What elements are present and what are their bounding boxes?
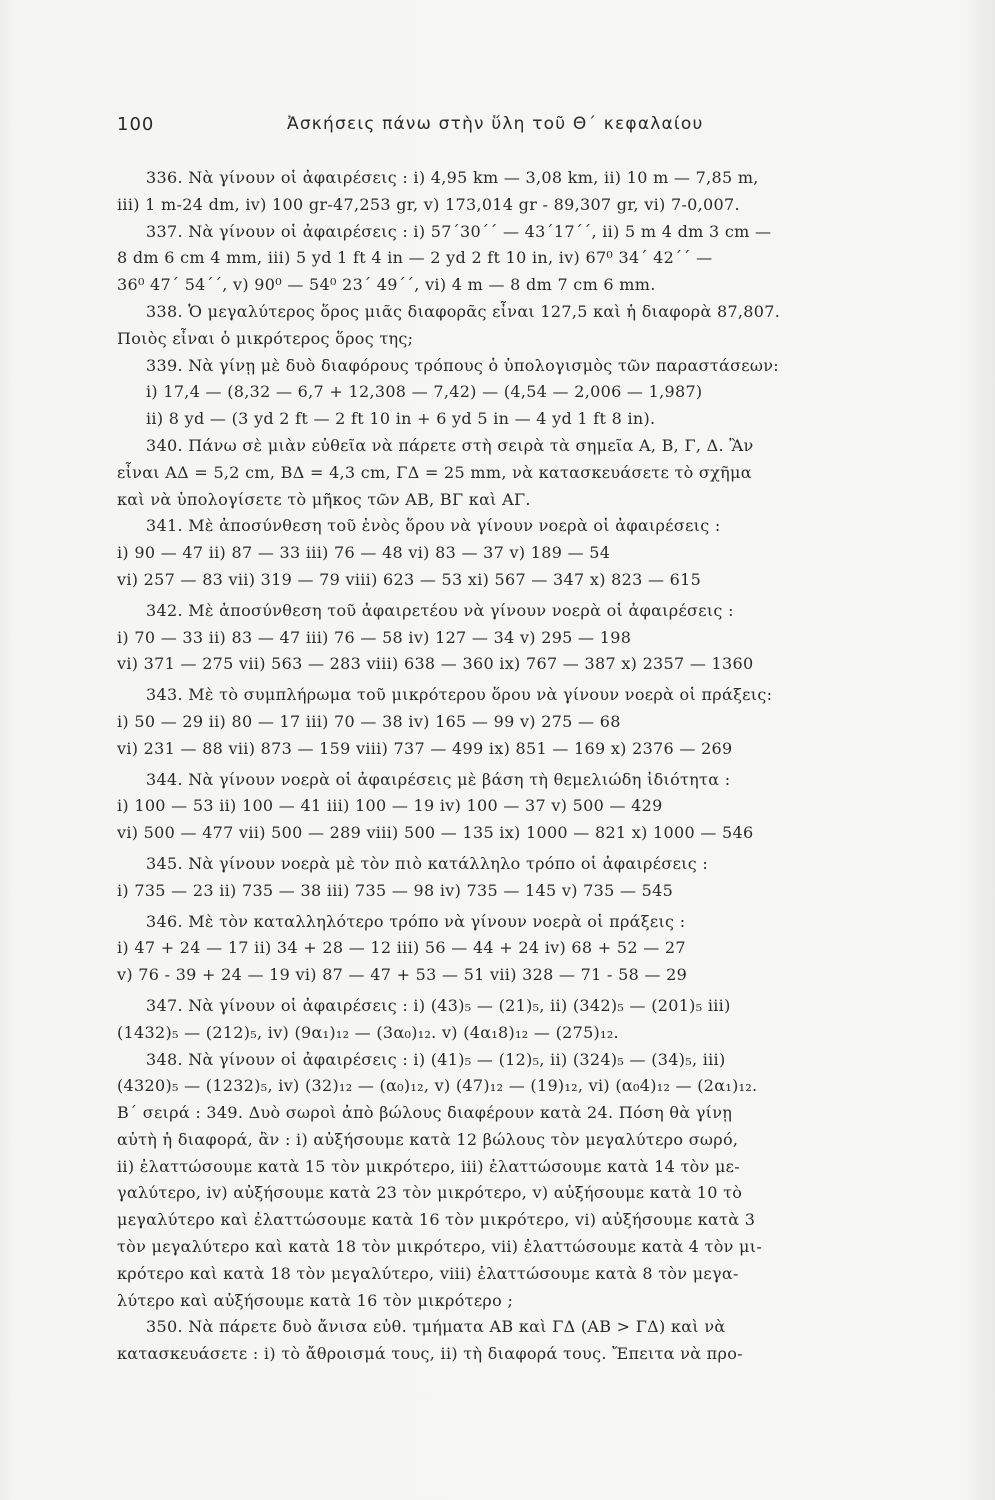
text-line: i) 90 — 47 ii) 87 — 33 iii) 76 — 48 vi) 83 — 37 v) 189 — 54 xyxy=(117,543,611,563)
text-line: i) 70 — 33 ii) 83 — 47 iii) 76 — 58 iv) 127 — 34 v) 295 — 198 xyxy=(117,627,632,647)
text-line: 341. Μὲ ἀποσύνθεση τοῦ ἑνὸς ὅρου νὰ γίνουν νοερὰ οἱ ἀφαιρέσεις : xyxy=(146,516,721,536)
text-line: 342. Μὲ ἀποσύνθεση τοῦ ἀφαιρετέου νὰ γίνουν νοερὰ οἱ ἀφαιρέσεις : xyxy=(146,600,734,620)
exercise-text xyxy=(117,165,889,1368)
text-line: γαλύτερο, iv) αὐξήσουμε κατὰ 23 τὸν μικρότερο, v) αὐξήσουμε κατὰ 10 τὸ xyxy=(117,1183,743,1203)
text-line: iii) 1 m-24 dm, iv) 100 gr-47,253 gr, v) 173,014 gr - 89,307 gr, vi) 7-0,007. xyxy=(117,194,740,214)
text-line: ii) ἐλαττώσουμε κατὰ 15 τὸν μικρότερο, iii) ἐλαττώσουμε κατὰ 14 τὸν με- xyxy=(117,1156,740,1176)
text-line: Β΄ σειρά : 349. Δυὸ σωροὶ ἀπὸ βώλους διαφέρουν κατὰ 24. Πόση θὰ γίνῃ xyxy=(117,1103,733,1123)
text-line: καὶ νὰ ὑπολογίσετε τὸ μῆκος τῶν ΑΒ, ΒΓ καὶ ΑΓ. xyxy=(117,489,531,509)
text-line: 340. Πάνω σὲ μιὰν εὐθεῖα νὰ πάρετε στὴ σειρὰ τὰ σημεῖα Α, Β, Γ, Δ. Ἂν xyxy=(146,435,754,455)
text-line: 338. Ὁ μεγαλύτερος ὅρος μιᾶς διαφορᾶς εἶναι 127,5 καὶ ἡ διαφορὰ 87,807. xyxy=(146,301,781,321)
text-line: 347. Νὰ γίνουν οἱ ἀφαιρέσεις : i) (43)₅ — (21)₅, ii) (342)₅ — (201)₅ iii) xyxy=(146,995,731,1015)
text-line: Ποιὸς εἶναι ὁ μικρότερος ὅρος της; xyxy=(117,328,414,348)
text-line: ii) 8 yd — (3 yd 2 ft — 2 ft 10 in + 6 yd 5 in — 4 yd 1 ft 8 in). xyxy=(146,409,656,429)
text-line: εἶναι ΑΔ = 5,2 cm, ΒΔ = 4,3 cm, ΓΔ = 25 mm, νὰ κατασκευάσετε τὸ σχῆμα xyxy=(117,462,752,482)
text-line: i) 17,4 — (8,32 — 6,7 + 12,308 — 7,42) — (4,54 — 2,006 — 1,987) xyxy=(146,382,703,402)
page-header xyxy=(117,114,889,144)
text-line: 337. Νὰ γίνουν οἱ ἀφαιρέσεις : i) 57΄30΄΄ — 43΄17΄΄, ii) 5 m 4 dm 3 cm — xyxy=(146,221,772,241)
text-line: i) 100 — 53 ii) 100 — 41 iii) 100 — 19 iv) 100 — 37 v) 500 — 429 xyxy=(117,796,663,816)
text-line: μεγαλύτερο καὶ ἐλαττώσουμε κατὰ 16 τὸν μικρότερο, vi) αὐξήσουμε κατὰ 3 xyxy=(117,1210,756,1230)
running-title: Ἀσκήσεις πάνω στὴν ὕλη τοῦ Θ΄ κεφαλαίου xyxy=(287,114,704,134)
text-line: i) 47 + 24 — 17 ii) 34 + 28 — 12 iii) 56 — 44 + 24 iv) 68 + 52 — 27 xyxy=(117,938,686,958)
text-line: vi) 500 — 477 vii) 500 — 289 viii) 500 — 135 ix) 1000 — 821 x) 1000 — 546 xyxy=(117,823,754,843)
text-line: κρότερο καὶ κατὰ 18 τὸν μεγαλύτερο, viii) ἐλαττώσουμε κατὰ 8 τὸν μεγα- xyxy=(117,1263,739,1283)
text-line: 336. Νὰ γίνουν οἱ ἀφαιρέσεις : i) 4,95 km — 3,08 km, ii) 10 m — 7,85 m, xyxy=(146,168,759,187)
text-line: (1432)₅ — (212)₅, iv) (9α₁)₁₂ — (3α₀)₁₂. v) (4α₁8)₁₂ — (275)₁₂. xyxy=(117,1022,619,1042)
text-line: vi) 371 — 275 vii) 563 — 283 viii) 638 — 360 ix) 767 — 387 x) 2357 — 1360 xyxy=(117,654,754,674)
text-line: i) 50 — 29 ii) 80 — 17 iii) 70 — 38 iv) 165 — 99 v) 275 — 68 xyxy=(117,711,621,731)
text-line: 8 dm 6 cm 4 mm, iii) 5 yd 1 ft 4 in — 2 yd 2 ft 10 in, iv) 67⁰ 34΄ 42΄΄ — xyxy=(117,248,713,268)
text-line: 36⁰ 47΄ 54΄΄, v) 90⁰ — 54⁰ 23΄ 49΄΄, vi) 4 m — 8 dm 7 cm 6 mm. xyxy=(117,275,656,295)
text-line: v) 76 - 39 + 24 — 19 vi) 87 — 47 + 53 — 51 vii) 328 — 71 - 58 — 29 xyxy=(117,965,688,985)
text-line: i) 735 — 23 ii) 735 — 38 iii) 735 — 98 iv) 735 — 145 v) 735 — 545 xyxy=(117,880,674,900)
text-line: 345. Νὰ γίνουν νοερὰ μὲ τὸν πιὸ κατάλληλο τρόπο οἱ ἀφαιρέσεις : xyxy=(146,853,709,873)
text-line: 348. Νὰ γίνουν οἱ ἀφαιρέσεις : i) (41)₅ — (12)₅, ii) (324)₅ — (34)₅, iii) xyxy=(146,1049,726,1069)
text-line: vi) 257 — 83 vii) 319 — 79 viii) 623 — 53 xi) 567 — 347 x) 823 — 615 xyxy=(117,569,702,589)
page-number: 100 xyxy=(117,114,155,135)
text-line: 343. Μὲ τὸ συμπλήρωμα τοῦ μικρότερου ὅρου νὰ γίνουν νοερὰ οἱ πράξεις: xyxy=(146,685,773,705)
text-line: vi) 231 — 88 vii) 873 — 159 viii) 737 — 499 ix) 851 — 169 x) 2376 — 269 xyxy=(117,738,733,758)
text-line: 344. Νὰ γίνουν νοερὰ οἱ ἀφαιρέσεις μὲ βάση τὴ θεμελιώδη ἰδιότητα : xyxy=(146,769,731,789)
text-line: 346. Μὲ τὸν καταλληλότερο τρόπο νὰ γίνουν νοερὰ οἱ πράξεις : xyxy=(146,911,686,931)
text-line: 339. Νὰ γίνῃ μὲ δυὸ διαφόρους τρόπους ὁ ὑπολογισμὸς τῶν παραστάσεων: xyxy=(146,355,779,375)
text-line: λύτερο καὶ αὐξήσουμε κατὰ 16 τὸν μικρότερο ; xyxy=(117,1290,514,1310)
text-line: τὸν μεγαλύτερο καὶ κατὰ 18 τὸν μικρότερο, vii) ἐλαττώσουμε κατὰ 4 τὸν μι- xyxy=(117,1237,763,1257)
text-line: κατασκευάσετε : i) τὸ ἄθροισμά τους, ii) τὴ διαφορά τους. Ἔπειτα νὰ προ- xyxy=(117,1344,743,1364)
text-line: αὐτὴ ἡ διαφορά, ἂν : i) αὐξήσουμε κατὰ 12 βώλους τὸν μεγαλύτερο σωρό, xyxy=(117,1129,739,1149)
text-line: (4320)₅ — (1232)₅, iv) (32)₁₂ — (α₀)₁₂, v) (47)₁₂ — (19)₁₂, vi) (α₀4)₁₂ — (2α₁)₁₂. xyxy=(117,1076,758,1096)
text-line: 350. Νὰ πάρετε δυὸ ἄνισα εὐθ. τμήματα ΑΒ καὶ ΓΔ (ΑΒ > ΓΔ) καὶ νὰ xyxy=(146,1317,726,1337)
